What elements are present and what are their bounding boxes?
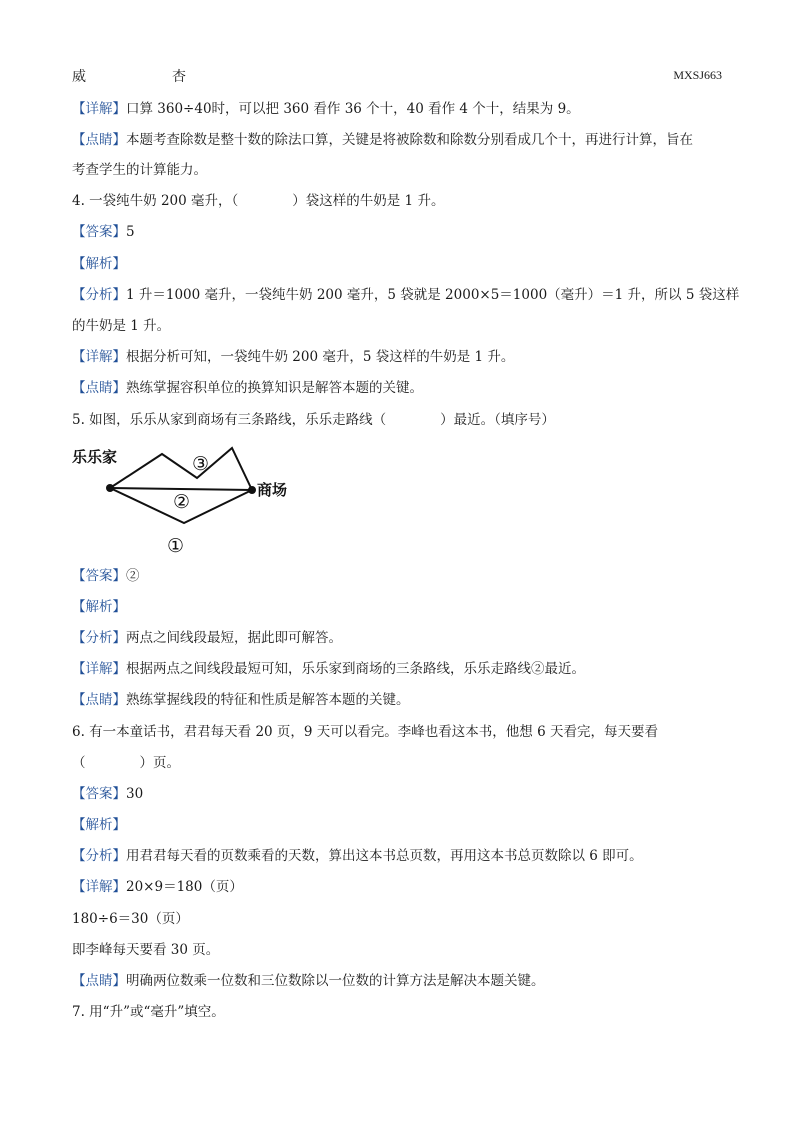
header-left — [72, 66, 186, 86]
line-tag: 【点睛】 — [72, 692, 126, 708]
text-line — [72, 378, 724, 398]
mall-label: 商场 — [257, 481, 288, 499]
line-text: 熟练掌握线段的特征和性质是解答本题的关键。 — [126, 692, 410, 708]
answer-line — [72, 566, 724, 586]
route-1-label: ① — [167, 535, 185, 557]
text-line — [72, 628, 724, 648]
analysis-heading — [72, 254, 724, 274]
line-tag: 【点睛】 — [72, 973, 126, 989]
line-text: 本题考查除数是整十数的除法口算，关键是将被除数和除数分别看成几个十，再进行计算，旨在 — [126, 132, 693, 148]
header-char-2: 杏 — [172, 69, 186, 85]
line-tag: 【分析】 — [72, 630, 126, 646]
line-text: 5. 如图，乐乐从家到商场有三条路线，乐乐走路线（ ）最近。（填序号） — [72, 412, 555, 428]
text-line — [72, 877, 724, 897]
line-text: 20×9＝180（页） — [126, 879, 243, 895]
line-tag: 【答案】 — [72, 786, 126, 802]
analysis-heading — [72, 597, 724, 617]
line-text: 两点之间线段最短，据此即可解答。 — [126, 630, 342, 646]
text-line — [72, 971, 724, 991]
line-text: 根据分析可知，一袋纯牛奶 200 毫升，5 袋这样的牛奶是 1 升。 — [126, 349, 515, 365]
line-text: 用君君每天看的页数乘看的天数，算出这本书总页数，再用这本书总页数除以 6 即可。 — [126, 848, 643, 864]
line-tag: 【解析】 — [72, 256, 126, 272]
line-text: 口算 360÷40时，可以把 360 看作 36 个十，40 看作 4 个十，结果为 9。 — [126, 101, 580, 117]
line-tag: 【分析】 — [72, 848, 126, 864]
line-text: 考查学生的计算能力。 — [72, 162, 207, 178]
line-tag: 【点睛】 — [72, 380, 126, 396]
route-3-label: ③ — [192, 453, 210, 475]
line-tag: 【分析】 — [72, 287, 126, 303]
line-text: 1 升＝1000 毫升，一袋纯牛奶 200 毫升，5 袋就是 2000×5＝1000（毫升）＝1 升，所以 5 袋这样 — [126, 287, 740, 303]
text-line — [72, 99, 724, 119]
line-tag: 【点睛】 — [72, 132, 126, 148]
line-tag: 【详解】 — [72, 349, 126, 365]
text-line — [72, 347, 724, 367]
text-line — [72, 659, 724, 679]
text-line — [72, 130, 724, 150]
question-line — [72, 191, 724, 211]
line-tag: 【解析】 — [72, 817, 126, 833]
line-text: 180÷6＝30（页） — [72, 911, 189, 927]
line-text: 的牛奶是 1 升。 — [72, 318, 171, 334]
text-line — [72, 285, 740, 305]
line-tag: 【详解】 — [72, 661, 126, 677]
header-code: MXSJ663 — [673, 68, 722, 82]
line-text: 7. 用“升”或“毫升”填空。 — [72, 1004, 225, 1020]
home-point — [106, 484, 114, 492]
line-tag: 【答案】 — [72, 568, 126, 584]
mall-point — [248, 486, 256, 494]
line-text: 4. 一袋纯牛奶 200 毫升，（ ）袋这样的牛奶是 1 升。 — [72, 193, 445, 209]
route-2-label: ② — [173, 491, 191, 513]
line-text: （ ）页。 — [72, 755, 180, 771]
line-tag: 【详解】 — [72, 101, 126, 117]
route-diagram — [72, 440, 312, 560]
line-tag: 【详解】 — [72, 879, 126, 895]
home-label: 乐乐家 — [72, 448, 118, 466]
text-line — [72, 160, 724, 180]
text-line — [72, 909, 724, 929]
question-line — [72, 1002, 724, 1022]
header-char-1: 威 — [72, 69, 86, 85]
line-text: ② — [126, 568, 140, 584]
text-line — [72, 846, 724, 866]
answer-line — [72, 222, 724, 242]
line-text: 熟练掌握容积单位的换算知识是解答本题的关键。 — [126, 380, 423, 396]
question-line — [72, 753, 724, 773]
question-line — [72, 722, 724, 742]
line-text: 6. 有一本童话书，君君每天看 20 页，9 天可以看完。李峰也看这本书，他想 6 天看完，每天要看 — [72, 724, 658, 740]
question-line — [72, 410, 724, 430]
line-text: 即李峰每天要看 30 页。 — [72, 942, 220, 958]
line-tag: 【答案】 — [72, 224, 126, 240]
line-text: 5 — [126, 224, 135, 240]
analysis-heading — [72, 815, 724, 835]
answer-line — [72, 784, 724, 804]
route-3-path — [110, 448, 252, 490]
text-line — [72, 316, 724, 336]
line-tag: 【解析】 — [72, 599, 126, 615]
line-text: 明确两位数乘一位数和三位数除以一位数的计算方法是解决本题关键。 — [126, 973, 545, 989]
line-text: 30 — [126, 786, 144, 802]
text-line — [72, 940, 724, 960]
route-2-path — [110, 488, 252, 490]
text-line — [72, 690, 724, 710]
line-text: 根据两点之间线段最短可知，乐乐家到商场的三条路线，乐乐走路线②最近。 — [126, 661, 585, 677]
